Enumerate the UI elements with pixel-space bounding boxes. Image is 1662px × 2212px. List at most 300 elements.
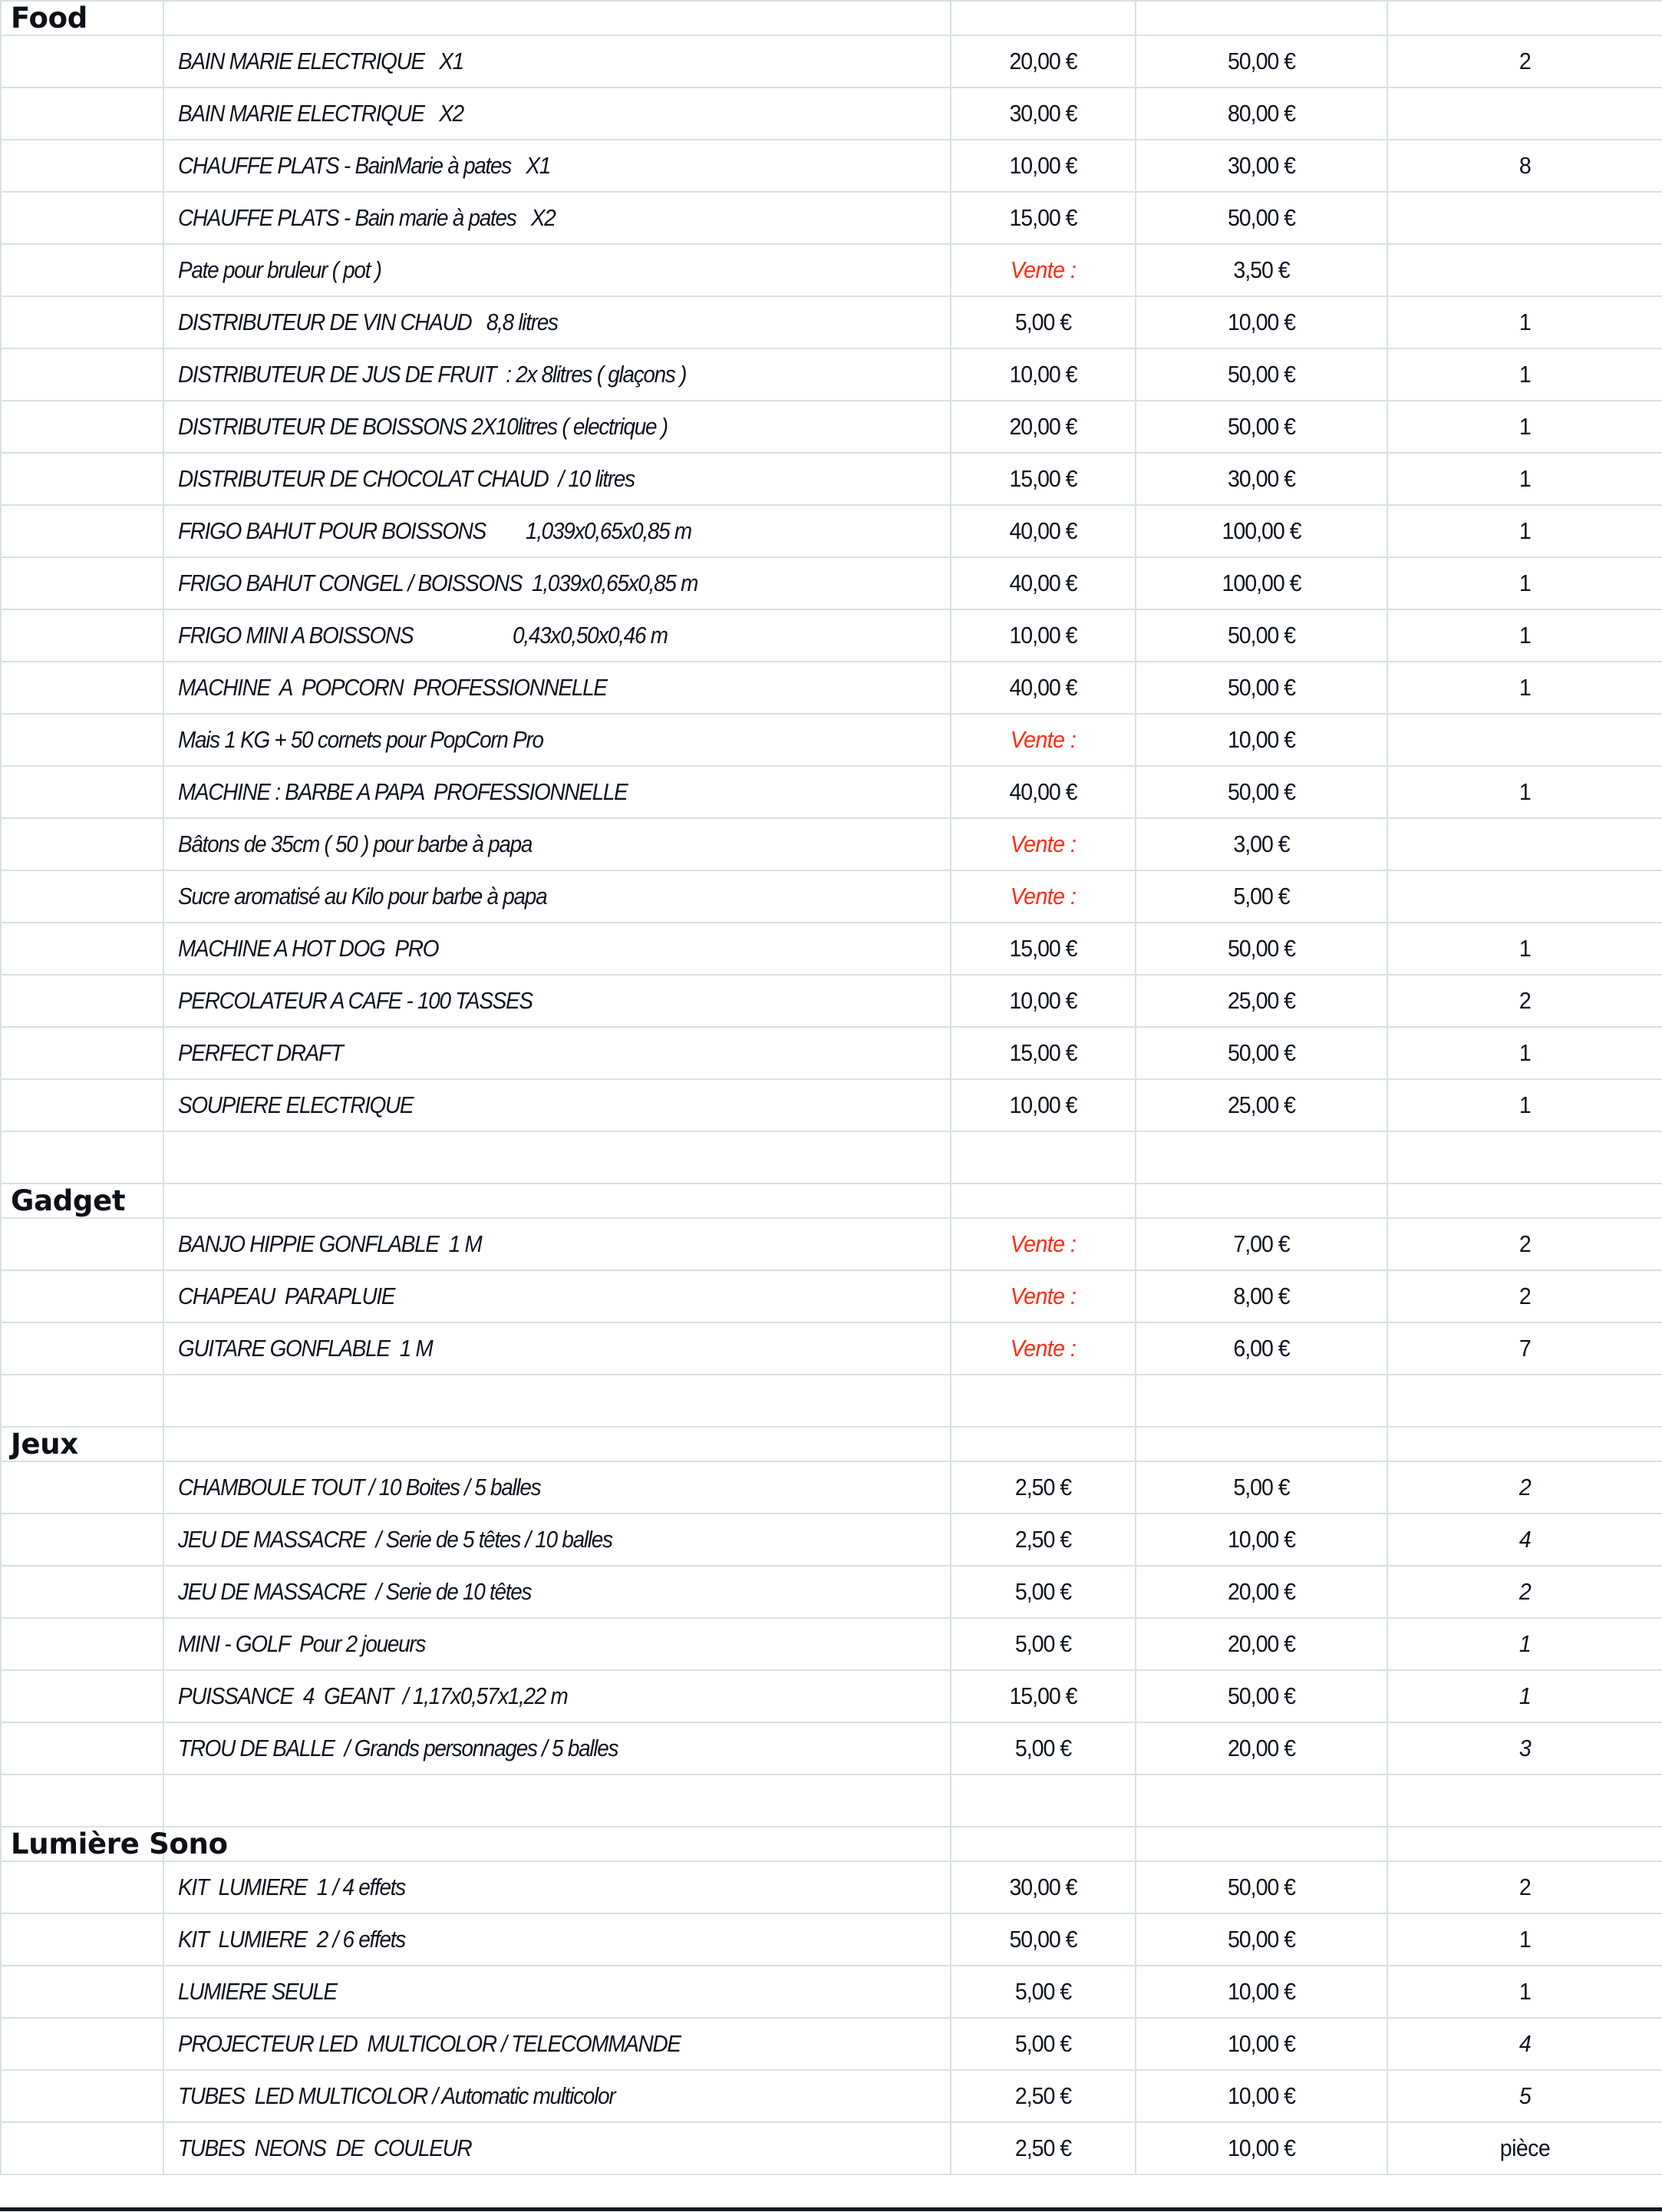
table-row — [1, 401, 1662, 453]
row-rental-price-cell — [951, 1966, 1136, 2018]
row-rental-price-cell — [951, 766, 1136, 818]
row-category-cell — [1, 505, 163, 557]
item-description: DISTRIBUTEUR DE CHOCOLAT CHAUD / 10 litres — [178, 465, 635, 492]
table-row — [1, 1670, 1662, 1722]
row-category-cell — [1, 714, 163, 766]
section-header-qty-cell — [1387, 1427, 1662, 1461]
table-row — [1, 1270, 1662, 1322]
section-header-cell — [1, 1, 163, 35]
rental-price: 40,00 € — [1009, 778, 1077, 805]
value-price: 10,00 € — [1227, 726, 1296, 753]
blank-desc-cell — [163, 1131, 951, 1184]
table-row — [1, 505, 1662, 557]
table-row — [1, 348, 1662, 401]
row-category-cell — [1, 1027, 163, 1079]
row-category-cell — [1, 1722, 163, 1775]
row-value-price-cell — [1136, 714, 1387, 766]
value-price: 50,00 € — [1227, 1926, 1296, 1953]
item-description: JEU DE MASSACRE / Serie de 10 têtes — [178, 1578, 532, 1605]
value-price: 6,00 € — [1233, 1335, 1290, 1362]
item-description: Mais 1 KG + 50 cornets pour PopCorn Pro — [178, 726, 543, 753]
row-rental-price-cell — [951, 870, 1136, 923]
row-rental-price-cell — [951, 244, 1136, 296]
section-header-label: Jeux — [11, 1428, 78, 1461]
row-category-cell — [1, 1514, 163, 1566]
row-category-cell — [1, 244, 163, 296]
row-description-cell — [163, 766, 951, 818]
row-description-cell — [163, 1913, 951, 1966]
quantity-value: 1 — [1519, 309, 1532, 335]
row-category-cell — [1, 453, 163, 505]
table-row — [1, 818, 1662, 870]
value-price: 50,00 € — [1227, 622, 1296, 649]
section-header-cell — [1, 1184, 163, 1218]
rental-price: 10,00 € — [1009, 361, 1077, 388]
value-price: 25,00 € — [1227, 987, 1296, 1014]
value-price: 3,00 € — [1233, 830, 1290, 857]
rental-price: 50,00 € — [1009, 1926, 1077, 1953]
table-row — [1, 2070, 1662, 2122]
row-rental-price-cell — [951, 1270, 1136, 1322]
row-category-cell — [1, 1322, 163, 1375]
blank-ven-cell — [1136, 1375, 1387, 1427]
table-row — [1, 766, 1662, 818]
section-header-ven-cell — [1136, 1827, 1387, 1861]
table-row — [1, 557, 1662, 609]
row-category-cell — [1, 975, 163, 1027]
blank-qty-cell — [1387, 1375, 1662, 1427]
blank-qty-cell — [1387, 1775, 1662, 1827]
item-description: KIT LUMIERE 1 / 4 effets — [178, 1874, 405, 1900]
row-rental-price-cell — [951, 1670, 1136, 1722]
row-value-price-cell — [1136, 1218, 1387, 1270]
row-value-price-cell — [1136, 1079, 1387, 1131]
rental-price: 30,00 € — [1009, 1874, 1077, 1900]
row-quantity-cell — [1387, 140, 1662, 192]
value-price: 20,00 € — [1227, 1630, 1296, 1657]
quantity-value: 2 — [1519, 1474, 1532, 1501]
row-value-price-cell — [1136, 1861, 1387, 1913]
item-description: DISTRIBUTEUR DE BOISSONS 2X10litres ( electrique ) — [178, 413, 668, 440]
spacer-row — [1, 1375, 1662, 1427]
row-rental-price-cell — [951, 1461, 1136, 1514]
row-category-cell — [1, 1618, 163, 1670]
row-category-cell — [1, 35, 163, 87]
row-description-cell — [163, 2122, 951, 2174]
item-description: CHAUFFE PLATS - BainMarie à pates X1 — [178, 152, 550, 179]
section-header-loc-cell — [951, 1427, 1136, 1461]
row-quantity-cell — [1387, 1027, 1662, 1079]
row-value-price-cell — [1136, 35, 1387, 87]
row-description-cell — [163, 1027, 951, 1079]
table-row — [1, 87, 1662, 140]
rental-price: 20,00 € — [1009, 413, 1077, 440]
rental-price: 20,00 € — [1009, 48, 1077, 74]
row-description-cell — [163, 662, 951, 714]
table-row — [1, 609, 1662, 662]
row-rental-price-cell — [951, 2070, 1136, 2122]
quantity-value: 1 — [1519, 778, 1532, 805]
row-quantity-cell — [1387, 1670, 1662, 1722]
row-rental-price-cell — [951, 140, 1136, 192]
spacer-row — [1, 1775, 1662, 1827]
value-price: 100,00 € — [1222, 570, 1301, 596]
rental-price: 15,00 € — [1009, 465, 1077, 492]
row-value-price-cell — [1136, 296, 1387, 348]
value-price: 10,00 € — [1227, 2082, 1296, 2109]
row-quantity-cell — [1387, 1966, 1662, 2018]
row-rental-price-cell — [951, 1913, 1136, 1966]
row-value-price-cell — [1136, 1027, 1387, 1079]
value-price: 5,00 € — [1233, 883, 1290, 910]
row-category-cell — [1, 140, 163, 192]
rental-price: 10,00 € — [1009, 1091, 1077, 1118]
rental-price: 15,00 € — [1009, 935, 1077, 962]
quantity-value: 1 — [1519, 465, 1532, 492]
section-header-row — [1, 1184, 1662, 1218]
row-quantity-cell — [1387, 244, 1662, 296]
row-rental-price-cell — [951, 1861, 1136, 1913]
row-quantity-cell — [1387, 87, 1662, 140]
item-description: TUBES NEONS DE COULEUR — [178, 2134, 472, 2161]
row-quantity-cell — [1387, 1079, 1662, 1131]
section-header-loc-cell — [951, 1184, 1136, 1218]
row-rental-price-cell — [951, 35, 1136, 87]
row-description-cell — [163, 1270, 951, 1322]
value-price: 8,00 € — [1233, 1283, 1290, 1309]
row-description-cell — [163, 192, 951, 244]
row-quantity-cell — [1387, 2070, 1662, 2122]
item-description: Bâtons de 35cm ( 50 ) pour barbe à papa — [178, 830, 533, 857]
item-description: CHAUFFE PLATS - Bain marie à pates X2 — [178, 204, 556, 231]
row-rental-price-cell — [951, 1027, 1136, 1079]
value-price: 50,00 € — [1227, 1682, 1296, 1709]
row-value-price-cell — [1136, 662, 1387, 714]
row-category-cell — [1, 1218, 163, 1270]
value-price: 30,00 € — [1227, 465, 1296, 492]
row-rental-price-cell — [951, 1322, 1136, 1375]
row-value-price-cell — [1136, 140, 1387, 192]
rental-price: 5,00 € — [1014, 1735, 1072, 1761]
row-category-cell — [1, 1966, 163, 2018]
item-description: MACHINE A POPCORN PROFESSIONNELLE — [178, 674, 607, 701]
rental-price: 15,00 € — [1009, 1682, 1077, 1709]
table-row — [1, 1461, 1662, 1514]
quantity-value: 2 — [1519, 1230, 1532, 1257]
row-quantity-cell — [1387, 2122, 1662, 2174]
section-header-label: Gadget — [11, 1184, 126, 1217]
row-quantity-cell — [1387, 1514, 1662, 1566]
item-description: CHAPEAU PARAPLUIE — [178, 1283, 395, 1309]
row-rental-price-cell — [951, 453, 1136, 505]
quantity-value: 1 — [1519, 413, 1532, 440]
section-header-row — [1, 1, 1662, 35]
row-description-cell — [163, 2070, 951, 2122]
row-quantity-cell — [1387, 975, 1662, 1027]
rental-price: 2,50 € — [1014, 2134, 1072, 2161]
row-category-cell — [1, 609, 163, 662]
value-price: 50,00 € — [1227, 48, 1296, 74]
rental-price: 10,00 € — [1009, 622, 1077, 649]
quantity-value: 2 — [1519, 987, 1532, 1014]
row-quantity-cell — [1387, 1461, 1662, 1514]
blank-qty-cell — [1387, 1131, 1662, 1184]
row-value-price-cell — [1136, 975, 1387, 1027]
row-value-price-cell — [1136, 1966, 1387, 2018]
row-rental-price-cell — [951, 1514, 1136, 1566]
row-value-price-cell — [1136, 505, 1387, 557]
section-header-loc-cell — [951, 1, 1136, 35]
row-quantity-cell — [1387, 296, 1662, 348]
row-description-cell — [163, 870, 951, 923]
quantity-value: 8 — [1519, 152, 1532, 179]
row-value-price-cell — [1136, 923, 1387, 975]
table-row — [1, 923, 1662, 975]
row-value-price-cell — [1136, 609, 1387, 662]
item-description: FRIGO BAHUT CONGEL / BOISSONS 1,039x0,65x0,85 m — [178, 570, 698, 596]
quantity-value: 2 — [1519, 48, 1532, 74]
value-price: 7,00 € — [1233, 1230, 1290, 1257]
blank-loc-cell — [951, 1131, 1136, 1184]
row-description-cell — [163, 1079, 951, 1131]
row-rental-price-cell — [951, 505, 1136, 557]
row-description-cell — [163, 140, 951, 192]
quantity-value: 1 — [1519, 622, 1532, 649]
quantity-value: pièce — [1499, 2134, 1551, 2161]
row-rental-price-cell — [951, 192, 1136, 244]
row-description-cell — [163, 1218, 951, 1270]
row-rental-price-cell — [951, 296, 1136, 348]
row-description-cell — [163, 1966, 951, 2018]
row-quantity-cell — [1387, 1722, 1662, 1775]
sale-label: Vente : — [1010, 830, 1077, 857]
quantity-value: 1 — [1519, 1978, 1532, 2005]
rental-price: 30,00 € — [1009, 100, 1077, 127]
section-header-desc-cell — [163, 1827, 951, 1861]
table-row — [1, 1913, 1662, 1966]
row-description-cell — [163, 1722, 951, 1775]
row-value-price-cell — [1136, 1913, 1387, 1966]
section-header-label: Food — [11, 2, 87, 35]
rental-price: 40,00 € — [1009, 517, 1077, 544]
section-header-ven-cell — [1136, 1427, 1387, 1461]
row-category-cell — [1, 401, 163, 453]
value-price: 5,00 € — [1233, 1474, 1290, 1501]
row-value-price-cell — [1136, 1514, 1387, 1566]
row-quantity-cell — [1387, 2018, 1662, 2070]
blank-desc-cell — [163, 1375, 951, 1427]
item-description: TUBES LED MULTICOLOR / Automatic multicolor — [178, 2082, 615, 2109]
row-rental-price-cell — [951, 714, 1136, 766]
row-value-price-cell — [1136, 1566, 1387, 1618]
row-description-cell — [163, 714, 951, 766]
row-rental-price-cell — [951, 818, 1136, 870]
section-header-row — [1, 1827, 1662, 1861]
table-row — [1, 1027, 1662, 1079]
row-category-cell — [1, 348, 163, 401]
item-description: FRIGO BAHUT POUR BOISSONS 1,039x0,65x0,85 m — [178, 517, 691, 544]
quantity-value: 1 — [1519, 517, 1532, 544]
row-description-cell — [163, 609, 951, 662]
quantity-value: 7 — [1519, 1335, 1532, 1362]
row-rental-price-cell — [951, 348, 1136, 401]
blank-ven-cell — [1136, 1775, 1387, 1827]
row-description-cell — [163, 1618, 951, 1670]
row-category-cell — [1, 87, 163, 140]
quantity-value: 2 — [1519, 1874, 1532, 1900]
row-value-price-cell — [1136, 1270, 1387, 1322]
row-quantity-cell — [1387, 505, 1662, 557]
row-rental-price-cell — [951, 1566, 1136, 1618]
value-price: 10,00 € — [1227, 2134, 1296, 2161]
row-quantity-cell — [1387, 1913, 1662, 1966]
value-price: 30,00 € — [1227, 152, 1296, 179]
row-description-cell — [163, 1566, 951, 1618]
item-description: BAIN MARIE ELECTRIQUE X2 — [178, 100, 463, 127]
item-description: CHAMBOULE TOUT / 10 Boites / 5 balles — [178, 1474, 541, 1501]
value-price: 50,00 € — [1227, 674, 1296, 701]
value-price: 20,00 € — [1227, 1578, 1296, 1605]
row-category-cell — [1, 1270, 163, 1322]
quantity-value: 1 — [1519, 674, 1532, 701]
item-description: DISTRIBUTEUR DE JUS DE FRUIT : 2x 8litres ( glaçons ) — [178, 361, 687, 388]
section-header-qty-cell — [1387, 1827, 1662, 1861]
row-quantity-cell — [1387, 1322, 1662, 1375]
row-category-cell — [1, 1670, 163, 1722]
row-description-cell — [163, 453, 951, 505]
section-header-label: Lumière Sono — [11, 1827, 228, 1860]
item-description: PERFECT DRAFT — [178, 1039, 343, 1066]
row-quantity-cell — [1387, 1218, 1662, 1270]
row-category-cell — [1, 2122, 163, 2174]
row-rental-price-cell — [951, 1079, 1136, 1131]
row-rental-price-cell — [951, 87, 1136, 140]
row-rental-price-cell — [951, 975, 1136, 1027]
section-header-qty-cell — [1387, 1, 1662, 35]
section-header-ven-cell — [1136, 1184, 1387, 1218]
item-description: LUMIERE SEULE — [178, 1978, 337, 2005]
row-quantity-cell — [1387, 714, 1662, 766]
row-rental-price-cell — [951, 1618, 1136, 1670]
row-category-cell — [1, 923, 163, 975]
row-value-price-cell — [1136, 87, 1387, 140]
rental-price: 2,50 € — [1014, 1474, 1072, 1501]
value-price: 50,00 € — [1227, 778, 1296, 805]
row-description-cell — [163, 2018, 951, 2070]
row-description-cell — [163, 557, 951, 609]
rental-price: 40,00 € — [1009, 570, 1077, 596]
row-value-price-cell — [1136, 2070, 1387, 2122]
row-description-cell — [163, 818, 951, 870]
row-quantity-cell — [1387, 1861, 1662, 1913]
quantity-value: 1 — [1519, 1630, 1532, 1657]
row-description-cell — [163, 923, 951, 975]
row-value-price-cell — [1136, 1461, 1387, 1514]
row-rental-price-cell — [951, 662, 1136, 714]
row-quantity-cell — [1387, 1618, 1662, 1670]
row-category-cell — [1, 1079, 163, 1131]
value-price: 50,00 € — [1227, 1039, 1296, 1066]
item-description: TROU DE BALLE / Grands personnages / 5 balles — [178, 1735, 618, 1761]
row-category-cell — [1, 1861, 163, 1913]
row-category-cell — [1, 870, 163, 923]
item-description: SOUPIERE ELECTRIQUE — [178, 1091, 414, 1118]
row-category-cell — [1, 1566, 163, 1618]
quantity-value: 1 — [1519, 1039, 1532, 1066]
section-header-row — [1, 1427, 1662, 1461]
blank-desc-cell — [163, 1775, 951, 1827]
row-quantity-cell — [1387, 1566, 1662, 1618]
table-row — [1, 1861, 1662, 1913]
row-category-cell — [1, 296, 163, 348]
row-value-price-cell — [1136, 1322, 1387, 1375]
item-description: Pate pour bruleur ( pot ) — [178, 256, 381, 283]
row-quantity-cell — [1387, 870, 1662, 923]
row-quantity-cell — [1387, 923, 1662, 975]
row-quantity-cell — [1387, 1270, 1662, 1322]
rental-price: 5,00 € — [1014, 1578, 1072, 1605]
row-description-cell — [163, 505, 951, 557]
table-body — [1, 1, 1662, 2174]
value-price: 80,00 € — [1227, 100, 1296, 127]
row-rental-price-cell — [951, 1722, 1136, 1775]
value-price: 25,00 € — [1227, 1091, 1296, 1118]
row-value-price-cell — [1136, 401, 1387, 453]
value-price: 100,00 € — [1222, 517, 1301, 544]
row-category-cell — [1, 192, 163, 244]
sale-label: Vente : — [1010, 1283, 1077, 1309]
value-price: 50,00 € — [1227, 413, 1296, 440]
row-value-price-cell — [1136, 766, 1387, 818]
row-quantity-cell — [1387, 453, 1662, 505]
section-header-desc-cell — [163, 1427, 951, 1461]
blank-cat-cell — [1, 1375, 163, 1427]
item-description: BAIN MARIE ELECTRIQUE X1 — [178, 48, 463, 74]
row-value-price-cell — [1136, 2018, 1387, 2070]
table-row — [1, 1079, 1662, 1131]
row-category-cell — [1, 1913, 163, 1966]
section-header-cell — [1, 1827, 228, 1861]
sale-label: Vente : — [1010, 883, 1077, 910]
rental-price: 5,00 € — [1014, 2030, 1072, 2057]
blank-cat-cell — [1, 1775, 163, 1827]
item-description: Sucre aromatisé au Kilo pour barbe à papa — [178, 883, 547, 910]
item-description: GUITARE GONFLABLE 1 M — [178, 1335, 433, 1362]
table-row — [1, 1322, 1662, 1375]
row-description-cell — [163, 296, 951, 348]
row-quantity-cell — [1387, 348, 1662, 401]
row-value-price-cell — [1136, 348, 1387, 401]
section-header-cell — [1, 1427, 163, 1461]
table-row — [1, 192, 1662, 244]
quantity-value: 4 — [1519, 2030, 1532, 2057]
section-header-desc-cell — [163, 1, 951, 35]
row-quantity-cell — [1387, 609, 1662, 662]
table-row — [1, 714, 1662, 766]
row-value-price-cell — [1136, 1670, 1387, 1722]
item-description: MINI - GOLF Pour 2 joueurs — [178, 1630, 426, 1657]
section-header-ven-cell — [1136, 1, 1387, 35]
row-category-cell — [1, 2018, 163, 2070]
sale-label: Vente : — [1010, 1335, 1077, 1362]
table-row — [1, 140, 1662, 192]
rental-price: 15,00 € — [1009, 204, 1077, 231]
row-description-cell — [163, 1670, 951, 1722]
table-row — [1, 35, 1662, 87]
item-description: MACHINE A HOT DOG PRO — [178, 935, 439, 962]
blank-loc-cell — [951, 1375, 1136, 1427]
quantity-value: 1 — [1519, 361, 1532, 388]
